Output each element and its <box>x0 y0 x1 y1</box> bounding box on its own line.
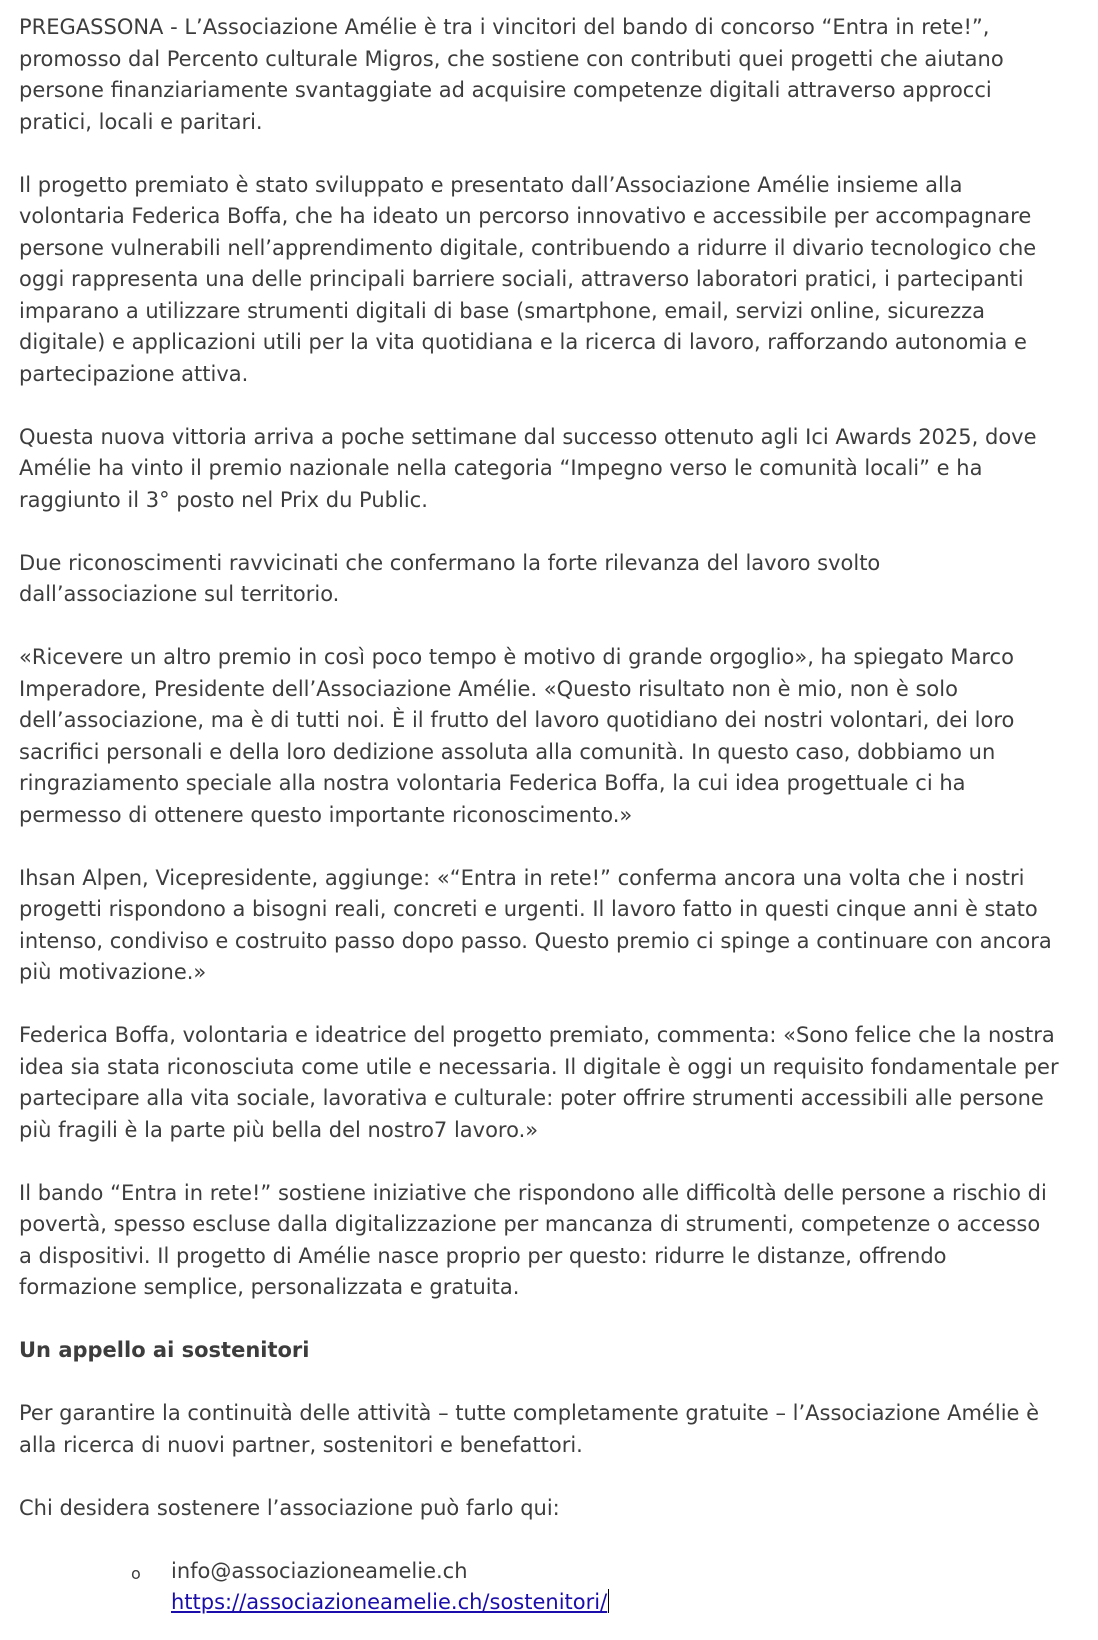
contact-list <box>19 1556 1059 1619</box>
paragraph-president-quote: «Ricevere un altro premio in così poco tempo è motivo di grande orgoglio», ha spiegato Marco Imperadore, Presidente dell’Associazione Amélie. «Questo risultato non è mio, non è solo dell’associazione, ma è di tutti noi. È il frutto del lavoro quotidiano dei nostri volontari, dei loro sacrifici personali e della loro dedizione assoluta alla comunità. In questo caso, dobbiamo un ringraziamento speciale alla nostra volontaria Federica Boffa, la cui idea progettuale ci ha permesso di ottenere questo importante riconoscimento.» <box>19 645 1015 827</box>
paragraph-bando: Il bando “Entra in rete!” sostiene iniziative che rispondono alle difficoltà delle persone a rischio di povertà, spesso escluse dalla digitalizzazione per mancanza di strumenti, competenze o accesso a dispositivi. Il progetto di Amélie nasce proprio per questo: ridurre le distanze, offrendo formazione semplice, personalizzata e gratuita. <box>19 1180 1047 1299</box>
list-item <box>131 1556 1059 1619</box>
sostenitori-link[interactable]: https://associazioneamelie.ch/sostenitori/ <box>171 1590 608 1614</box>
paragraph-intro: PREGASSONA - L’Associazione Amélie è tra i vincitori del bando di concorso “Entra in rete!”, promosso dal Percento culturale Migros, che sostiene con contributi quei progetti che aiutano persone finanziariamente svantaggiate ad acquisire competenze digitali attraverso approcci pratici, locali e paritari. <box>19 15 1004 134</box>
paragraph-ici-awards: Questa nuova vittoria arriva a poche settimane dal successo ottenuto agli Ici Awards 2025, dove Amélie ha vinto il premio nazionale nella categoria “Impegno verso le comunità locali” e ha raggiunto il 3° posto nel Prix du Public. <box>19 424 1037 512</box>
paragraph-vicepresident-quote: Ihsan Alpen, Vicepresidente, aggiunge: «“Entra in rete!” conferma ancora una volta che i nostri progetti rispondono a bisogni reali, concreti e urgenti. Il lavoro fatto in questi cinque anni è stato intenso, condiviso e costruito passo dopo passo. Questo premio ci spinge a continuare con ancora più motivazione.» <box>19 865 1052 984</box>
paragraph-volunteer-quote: Federica Boffa, volontaria e ideatrice del progetto premiato, commenta: «Sono felice che la nostra idea sia stata riconosciuta come utile e necessaria. Il digitale è oggi un requisito fondamentale per partecipare alla vita sociale, lavorativa e culturale: poter offrire strumenti accessibili alle persone più fragili è la parte più bella del nostro7 lavoro.» <box>19 1023 1059 1142</box>
document-body <box>19 12 1059 1619</box>
paragraph-recognitions: Due riconoscimenti ravvicinati che confermano la forte rilevanza del lavoro svolto dall’associazione sul territorio. <box>19 550 881 606</box>
paragraph-appeal: Per garantire la continuità delle attività – tutte completamente gratuite – l’Associazione Amélie è alla ricerca di nuovi partner, sostenitori e benefattori. <box>19 1401 1040 1457</box>
paragraph-project: Il progetto premiato è stato sviluppato e presentato dall’Associazione Amélie insieme alla volontaria Federica Boffa, che ha ideato un percorso innovativo e accessibile per accompagnare persone vulnerabili nell’apprendimento digitale, contribuendo a ridurre il divario tecnologico che oggi rappresenta una delle principali barriere sociali, attraverso laboratori pratici, i partecipanti imparano a utilizzare strumenti digitali di base (smartphone, email, servizi online, sicurezza digitale) e applicazioni utili per la vita quotidiana e la ricerca di lavoro, rafforzando autonomia e partecipazione attiva. <box>19 172 1037 386</box>
appeal-heading: Un appello ai sostenitori <box>19 1338 310 1362</box>
hollow-bullet-icon: o <box>131 1563 141 1583</box>
text-cursor <box>608 1589 609 1613</box>
paragraph-support-intro: Chi desidera sostenere l’associazione può farlo qui: <box>19 1495 560 1520</box>
contact-email[interactable]: info@associazioneamelie.ch <box>171 1558 468 1583</box>
